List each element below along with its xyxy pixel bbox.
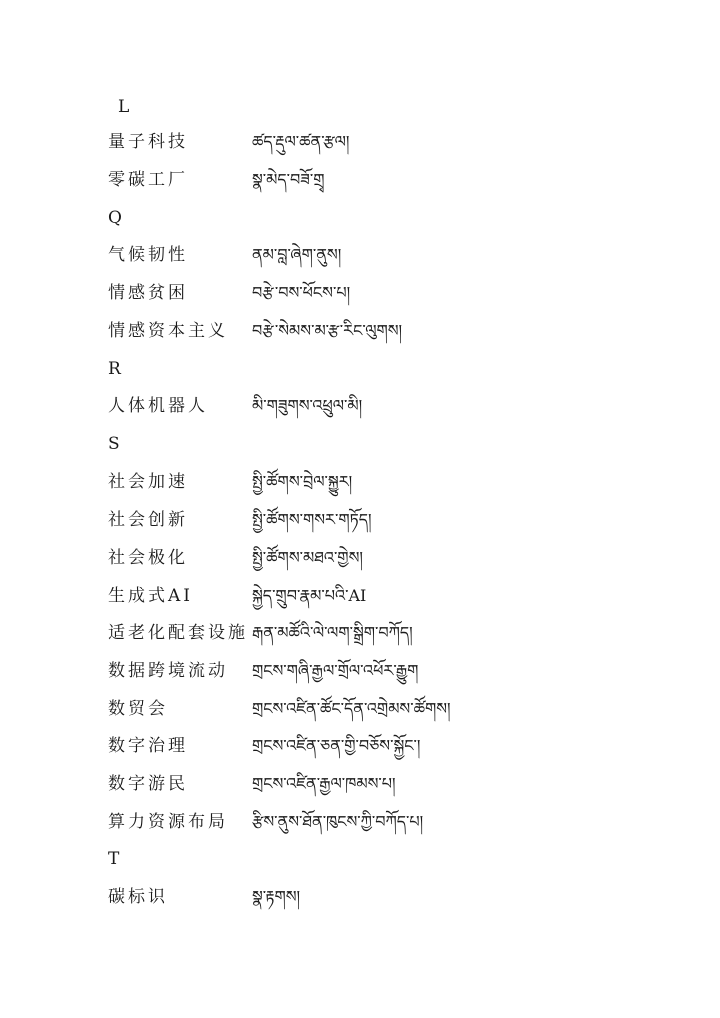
- glossary-entry: [0, 765, 720, 803]
- chinese-term: 适老化配套设施: [108, 623, 248, 643]
- section-header-t: [0, 840, 720, 878]
- tibetan-term: གྲངས་འཛིན་ཅན་གྱི་བཅོས་སྐྱོང་།: [252, 736, 421, 755]
- chinese-term: 数字治理: [108, 736, 188, 756]
- tibetan-term: བརྩེ་སེམས་མ་རྩ་རིང་ལུགས།: [252, 321, 403, 340]
- tibetan-term: སྤྱི་ཚོགས་མཐའ་གྱེས།: [252, 548, 363, 567]
- glossary-entry: [0, 803, 720, 841]
- section-letter: T: [108, 849, 120, 869]
- glossary-entry: [0, 614, 720, 652]
- tibetan-term: སྤྱི་ཚོགས་བྲེལ་སྐྱུར།: [252, 472, 353, 491]
- chinese-term: 情感资本主义: [108, 321, 228, 341]
- glossary-entry: [0, 463, 720, 501]
- tibetan-term: གྲངས་འཛིན་ཚོང་དོན་འགྲེམས་ཚོགས།: [252, 699, 451, 718]
- glossary-entry: [0, 652, 720, 690]
- chinese-term: 社会极化: [108, 548, 188, 568]
- tibetan-term: ནམ་བླ་ཞེག་ནུས།: [252, 245, 342, 264]
- chinese-term: 社会加速: [108, 472, 188, 492]
- chinese-term: 社会创新: [108, 510, 188, 530]
- chinese-term: 碳标识: [108, 887, 168, 907]
- tibetan-term: བརྩེ་བས་ཕོངས་པ།: [252, 283, 351, 302]
- glossary-entry: [0, 236, 720, 274]
- glossary-entry: [0, 161, 720, 199]
- chinese-term: 数贸会: [108, 699, 168, 719]
- chinese-term: 情感贫困: [108, 283, 188, 303]
- section-letter: Q: [108, 208, 122, 228]
- section-header-l: [0, 88, 720, 126]
- tibetan-term: གྲངས་འཛིན་རྒྱལ་ཁམས་པ།: [252, 774, 396, 793]
- section-header-s: [0, 425, 720, 463]
- glossary-entry: [0, 577, 720, 615]
- glossary-entry: [0, 274, 720, 312]
- chinese-term: 量子科技: [108, 132, 188, 152]
- glossary-entry: [0, 539, 720, 577]
- chinese-term: 数字游民: [108, 774, 188, 794]
- glossary-entry: [0, 123, 720, 161]
- chinese-term: 气候韧性: [108, 245, 188, 265]
- chinese-term: 生成式AI: [108, 586, 193, 606]
- chinese-term: 算力资源布局: [108, 812, 228, 832]
- chinese-term: 数据跨境流动: [108, 661, 228, 681]
- section-header-q: [0, 199, 720, 237]
- section-letter: S: [108, 434, 120, 454]
- tibetan-term: རྒན་མཚོའི་ལེ་ལག་སྒྲིག་བཀོད།: [252, 623, 413, 642]
- tibetan-term: མི་གཟུགས་འཕྲུལ་མི།: [252, 396, 363, 415]
- chinese-term: 人体机器人: [108, 396, 208, 416]
- glossary-entry: [0, 387, 720, 425]
- glossary-entry: [0, 727, 720, 765]
- tibetan-term: སྣ་མེད་བཟོ་གྲྭ: [252, 170, 325, 189]
- chinese-term: 零碳工厂: [108, 170, 188, 190]
- tibetan-term: ཚད་རྡུལ་ཚན་རྩལ།: [252, 132, 350, 151]
- glossary-entry: [0, 312, 720, 350]
- tibetan-term: གྲངས་གཞི་རྒྱལ་གྲོལ་འཕོར་རྒྱུག: [252, 661, 419, 680]
- section-header-r: [0, 350, 720, 388]
- tibetan-term: སྤྱི་ཚོགས་གསར་གཏོད།: [252, 510, 372, 529]
- glossary-entry: [0, 878, 720, 916]
- tibetan-term: རྩིས་ནུས་ཐོན་ཁུངས་ཀྱི་བཀོད་པ།: [252, 812, 424, 831]
- tibetan-term: སྣ་རྟགས།: [252, 887, 301, 906]
- glossary-entry: [0, 501, 720, 539]
- glossary-entry: [0, 690, 720, 728]
- section-letter: R: [108, 359, 121, 379]
- section-letter: L: [118, 97, 130, 117]
- tibetan-term: སྐྱེད་གྲུབ་རྣམ་པའི་AI: [252, 586, 367, 605]
